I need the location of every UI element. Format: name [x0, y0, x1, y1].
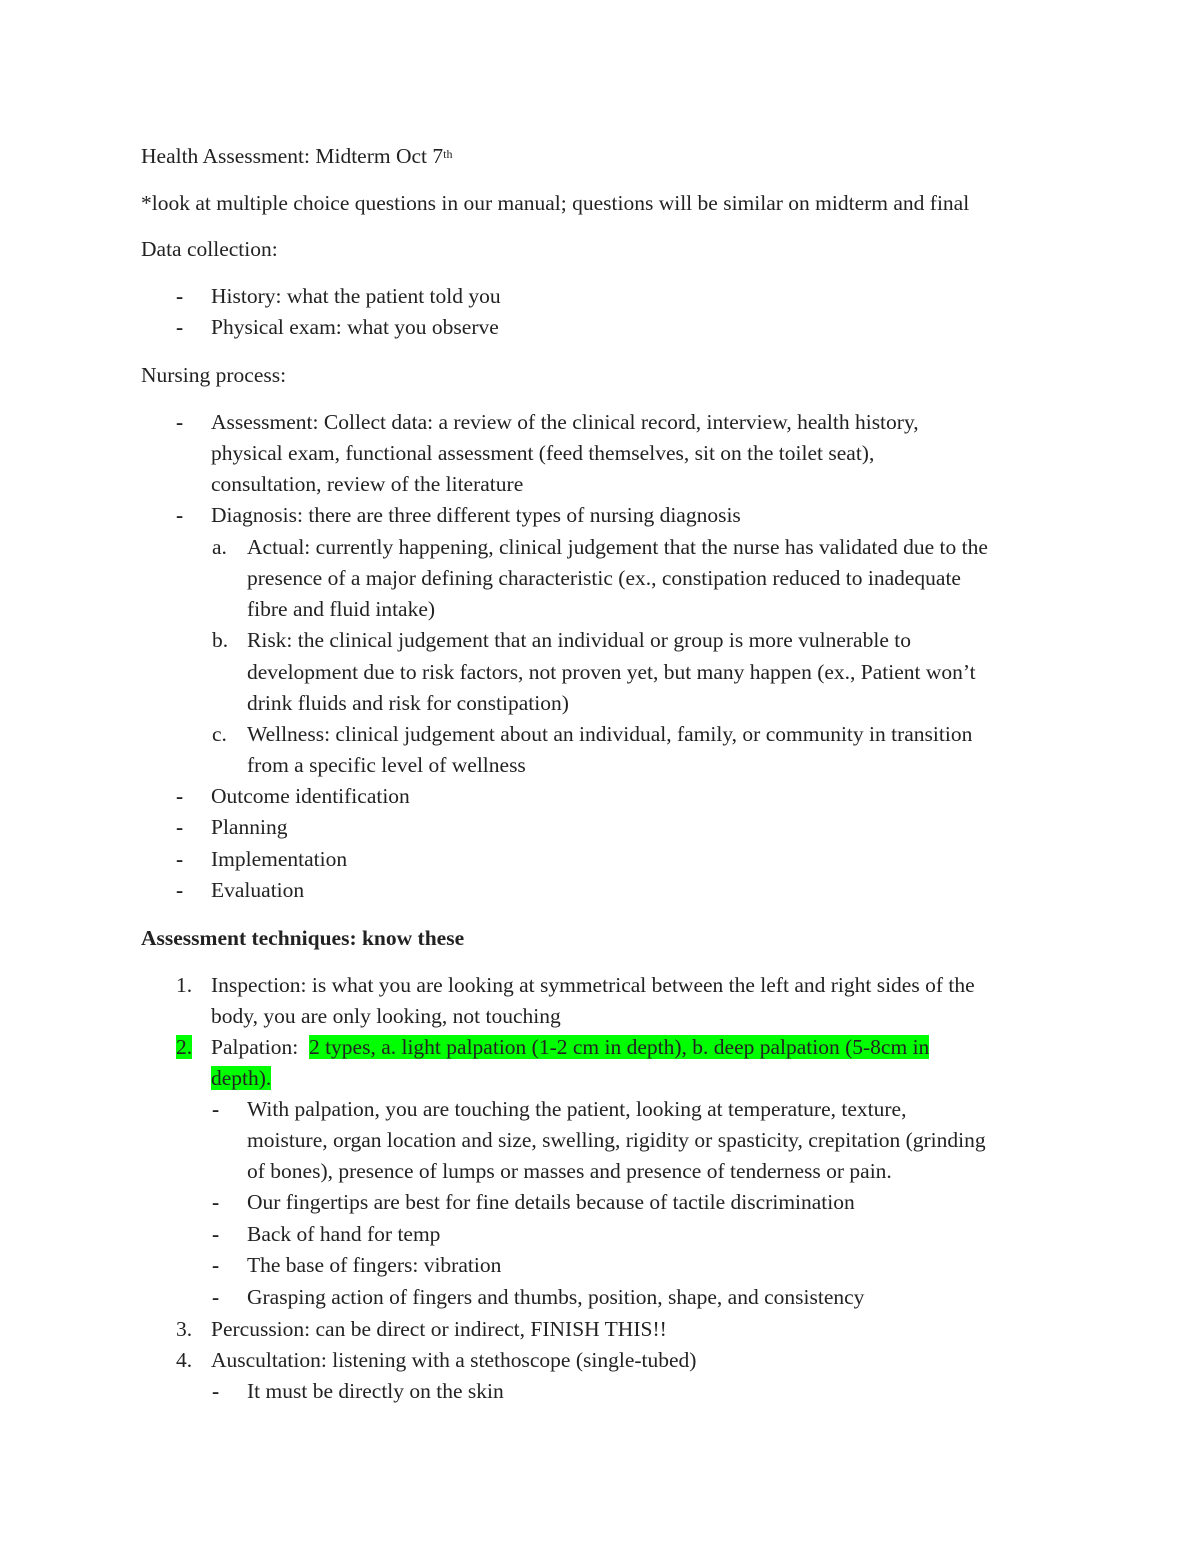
list-item: Implementation — [211, 847, 348, 871]
bullet-dash: - — [212, 1097, 220, 1121]
list-item-line: from a specific level of wellness — [247, 753, 526, 777]
list-item: Physical exam: what you observe — [211, 315, 499, 339]
list-item: Outcome identification — [211, 784, 410, 808]
list-item-line: drink fluids and risk for constipation) — [247, 691, 569, 715]
list-item: Diagnosis: there are three different types of nursing diagnosis — [211, 503, 741, 527]
list-marker-c: c. — [212, 722, 227, 746]
exam-note: *look at multiple choice questions in our manual; questions will be similar on midterm and final — [141, 191, 970, 215]
list-item: The base of fingers: vibration — [247, 1253, 502, 1277]
bullet-dash: - — [176, 315, 184, 339]
list-item: Grasping action of fingers and thumbs, position, shape, and consistency — [247, 1285, 865, 1309]
nursing-process-heading: Nursing process: — [141, 363, 287, 387]
list-item-line: Risk: the clinical judgement that an individual or group is more vulnerable to — [247, 628, 911, 652]
list-item-line: Inspection: is what you are looking at symmetrical between the left and right sides of the — [211, 973, 975, 997]
bullet-dash: - — [176, 878, 184, 902]
list-marker-2 — [176, 1032, 192, 1063]
bullet-dash: - — [176, 815, 184, 839]
palpation-label: Palpation: — [211, 1035, 309, 1059]
list-item-line: development due to risk factors, not proven yet, but many happen (ex., Patient won’t — [247, 660, 976, 684]
bullet-dash: - — [212, 1222, 220, 1246]
list-item: Evaluation — [211, 878, 305, 902]
bullet-dash: - — [176, 284, 184, 308]
bullet-dash: - — [212, 1285, 220, 1309]
list-item: Our fingertips are best for fine details because of tactile discrimination — [247, 1190, 855, 1214]
list-item-line: fibre and fluid intake) — [247, 597, 436, 621]
title-text: Health Assessment: Midterm Oct 7 — [141, 144, 444, 168]
highlighted-text: depth). — [211, 1066, 272, 1090]
list-item: Percussion: can be direct or indirect, FINISH THIS!! — [211, 1317, 667, 1341]
list-item: Planning — [211, 815, 288, 839]
bullet-dash: - — [176, 410, 184, 434]
list-item-line: moisture, organ location and size, swelling, rigidity or spasticity, crepitation (grinding — [247, 1128, 986, 1152]
list-item: History: what the patient told you — [211, 284, 501, 308]
list-marker-3: 3. — [176, 1317, 193, 1341]
list-item: Back of hand for temp — [247, 1222, 441, 1246]
palpation-line — [211, 1032, 929, 1063]
palpation-line — [211, 1063, 271, 1094]
bullet-dash: - — [176, 503, 184, 527]
list-item-line: body, you are only looking, not touching — [211, 1004, 561, 1028]
bullet-dash: - — [176, 784, 184, 808]
title-superscript: th — [443, 147, 453, 161]
list-marker-1: 1. — [176, 973, 193, 997]
list-item: It must be directly on the skin — [247, 1379, 504, 1403]
list-marker-a: a. — [212, 535, 227, 559]
list-item: Auscultation: listening with a stethoscope (single-tubed) — [211, 1348, 697, 1372]
highlighted-marker: 2. — [176, 1035, 193, 1059]
list-item-line: consultation, review of the literature — [211, 472, 524, 496]
list-item-line: Wellness: clinical judgement about an individual, family, or community in transition — [247, 722, 973, 746]
document-title — [141, 141, 453, 172]
techniques-heading: Assessment techniques: know these — [141, 926, 465, 950]
list-item-line: presence of a major defining characteristic (ex., constipation reduced to inadequate — [247, 566, 961, 590]
list-item-line: Assessment: Collect data: a review of the clinical record, interview, health history, — [211, 410, 919, 434]
list-marker-b: b. — [212, 628, 229, 652]
list-marker-4: 4. — [176, 1348, 193, 1372]
list-item-line: Actual: currently happening, clinical judgement that the nurse has validated due to the — [247, 535, 988, 559]
bullet-dash: - — [212, 1253, 220, 1277]
list-item-line: physical exam, functional assessment (feed themselves, sit on the toilet seat), — [211, 441, 875, 465]
bullet-dash: - — [212, 1190, 220, 1214]
bullet-dash: - — [176, 847, 184, 871]
highlighted-text: 2 types, a. light palpation (1-2 cm in depth), b. deep palpation (5-8cm in — [308, 1035, 930, 1059]
list-item-line: With palpation, you are touching the patient, looking at temperature, texture, — [247, 1097, 907, 1121]
bullet-dash: - — [212, 1379, 220, 1403]
list-item-line: of bones), presence of lumps or masses and presence of tenderness or pain. — [247, 1159, 892, 1183]
data-collection-heading: Data collection: — [141, 237, 278, 261]
